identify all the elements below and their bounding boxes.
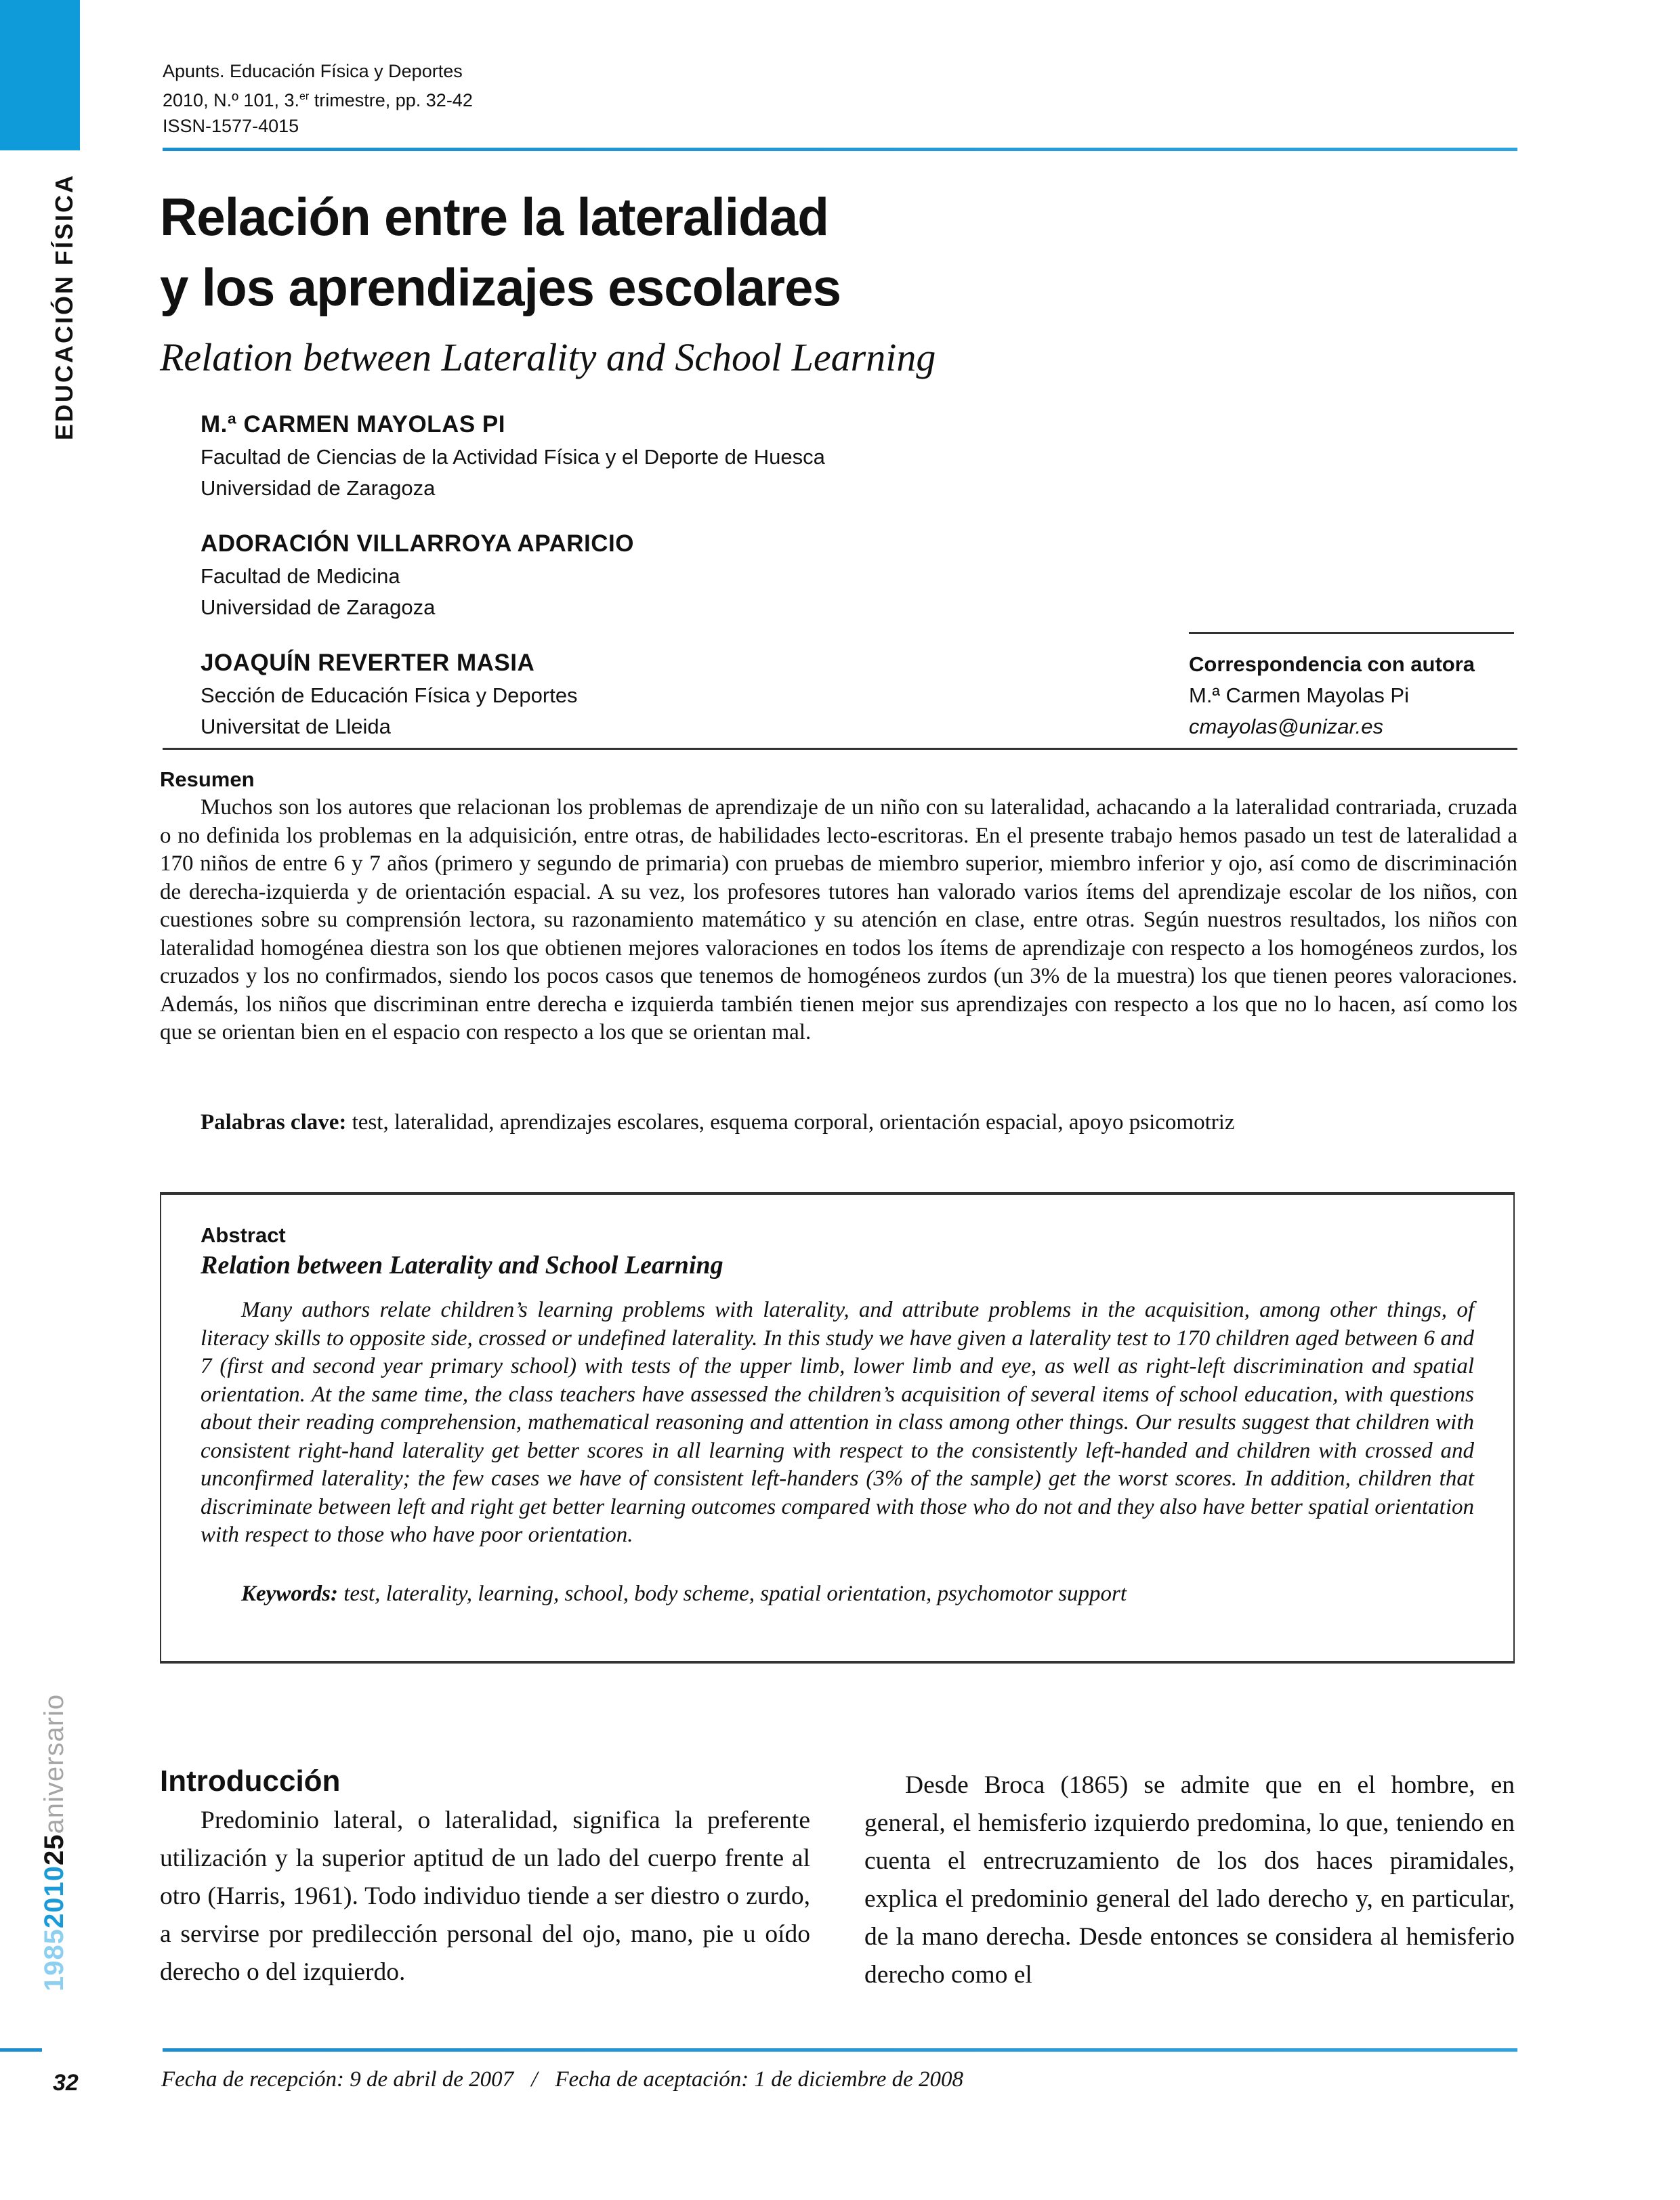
journal-issn: ISSN-1577-4015 bbox=[163, 116, 299, 136]
author-list bbox=[201, 408, 1081, 765]
resumen-section bbox=[160, 765, 1517, 1047]
resumen-divider bbox=[163, 748, 1517, 750]
author-block bbox=[201, 646, 1081, 742]
correspondence-email-link[interactable]: cmayolas@unizar.es bbox=[1189, 715, 1384, 738]
correspondence-box bbox=[1189, 632, 1514, 742]
abstract-heading: Abstract bbox=[201, 1223, 286, 1247]
resumen-text: Muchos son los autores que relacionan los problemas de aprendizaje de un niño con su lateralidad, achacando a la lateralidad contrariada, cruzada o no definida los problemas en la adquisición, entre otras, de habilidades lecto-escritoras. En el presente trabajo hemos pasado un test de lateralidad a 170 niños de entre 6 y 7 años (primero y segundo de primaria) con pruebas de miembro superior, miembro inferior y ojo, así como de discriminación de derecha-izquierda y de orientación espacial. A su vez, los profesores tutores han valorado varios ítems del aprendizaje escolar de los niños, con cuestiones sobre su comprensión lectora, su razonamiento matemático y su atención en clase, entre otras. Según nuestros resultados, los niños con lateralidad homogénea diestra son los que obtienen mejores valoraciones en todos los ítems de aprendizaje con respecto a los homogéneos zurdos, los cruzados y los no confirmados, siendo los pocos casos que tenemos de homogéneos zurdos (un 3% de la muestra) los que tienen peores valoraciones. Además, los niños que discriminan entre derecha e izquierda también tienen mejor sus aprendizajes con respecto a los que no lo hacen, así como los que se orientan bien en el espacio con respecto a los que se orientan mal. bbox=[160, 795, 1517, 1044]
author-institution: Universitat de Lleida bbox=[201, 715, 391, 738]
author-block bbox=[201, 527, 1081, 623]
author-name: JOAQUÍN REVERTER MASIA bbox=[201, 650, 535, 676]
journal-header bbox=[163, 58, 473, 139]
introduction-column-left bbox=[160, 1761, 810, 1991]
article-subtitle: Relation between Laterality and School Learning bbox=[160, 335, 936, 379]
abstract-keywords bbox=[201, 1580, 1474, 1608]
correspondence-name: M.ª Carmen Mayolas Pi bbox=[1189, 683, 1410, 707]
received-date: Fecha de recepción: 9 de abril de 2007 bbox=[161, 2067, 514, 2092]
abstract-subtitle: Relation between Laterality and School Learning bbox=[201, 1251, 723, 1279]
article-title: Relación entre la lateralidad y los aprendizajes escolares bbox=[160, 187, 841, 317]
author-institution: Universidad de Zaragoza bbox=[201, 476, 436, 500]
introduction-column-right bbox=[864, 1767, 1515, 1994]
correspondence-title: Correspondencia con autora bbox=[1189, 652, 1475, 676]
introduction-text-col2: Desde Broca (1865) se admite que en el hombre, en general, el hemisferio izquierdo predomina, lo que, teniendo en cuenta el entrecruzamiento de los dos haces piramidales, explica el predominio general del lado derecho y, en particular, de la mano derecha. Desde entonces se considera al hemisferio derecho como el bbox=[864, 1771, 1515, 1989]
accepted-date: Fecha de aceptación: 1 de diciembre de 2008 bbox=[555, 2067, 963, 2092]
footer-divider-left bbox=[0, 2048, 42, 2052]
palabras-clave-list: test, lateralidad, aprendizajes escolares, esquema corporal, orientación espacial, apoyo psicomotriz bbox=[346, 1110, 1235, 1135]
introduction-text-col1: Predominio lateral, o lateralidad, significa la preferente utilización y la superior aptitud de un lado del cuerpo frente al otro (Harris, 1961). Todo individuo tiende a ser diestro o zurdo, a servirse por predilección personal del ojo, mano, pie u oído derecho o del izquierdo. bbox=[160, 1806, 810, 1986]
section-label-vertical: EDUCACIÓN FÍSICA bbox=[50, 173, 78, 440]
footer-dates: Fecha de recepción: 9 de abril de 2007 / Fecha de aceptación: 1 de diciembre de 2008 bbox=[161, 2067, 963, 2092]
author-affiliation: Facultad de Medicina bbox=[201, 564, 400, 588]
keywords-list: test, laterality, learning, school, body scheme, spatial orientation, psychomotor support bbox=[338, 1581, 1127, 1606]
corner-accent-bar bbox=[0, 0, 80, 150]
author-name: ADORACIÓN VILLARROYA APARICIO bbox=[201, 530, 634, 557]
resumen-heading: Resumen bbox=[160, 767, 255, 791]
abstract-box bbox=[160, 1192, 1515, 1664]
keywords-label: Keywords: bbox=[241, 1581, 338, 1606]
author-institution: Universidad de Zaragoza bbox=[201, 595, 436, 619]
author-block bbox=[201, 408, 1081, 504]
author-affiliation: Sección de Educación Física y Deportes bbox=[201, 683, 578, 707]
journal-issue: 2010, N.º 101, 3.$^{er}$ trimestre, pp. 32-42 bbox=[163, 90, 473, 110]
abstract-text: Many authors relate children’s learning problems with laterality, and attribute problems in the acquisition, among other things, of literacy skills to opposite side, crossed or undefined laterality. In this study we have given a laterality test to 170 children aged between 6 and 7 (first and second year primary school) with tests of the upper limb, lower limb and eye, as well as right-left discrimination and spatial orientation. At the same time, the class teachers have assessed the children’s acquisition of several items of school education, with questions about their reading comprehension, mathematical reasoning and attention in class among other things. Our results suggest that children with consistent right-hand laterality get better scores in all learning with respect to the consistently left-handed and children with crossed and unconfirmed laterality; the few cases we have of consistent left-handers (3% of the sample) get the worst scores. In addition, children that discriminate between left and right get better learning outcomes compared with those who do not and they also have better spatial orientation with respect to those who have poor orientation. bbox=[201, 1298, 1474, 1547]
introduction-heading: Introducción bbox=[160, 1764, 341, 1798]
author-affiliation: Facultad de Ciencias de la Actividad Física y el Deporte de Huesca bbox=[201, 445, 825, 469]
anniversary-badge-vertical: 1985201025aniversario bbox=[39, 1693, 69, 1991]
journal-name: Apunts. Educación Física y Deportes bbox=[163, 61, 463, 81]
palabras-clave bbox=[201, 1108, 1235, 1137]
author-name: M.ª CARMEN MAYOLAS PI bbox=[201, 411, 505, 438]
page-number: 32 bbox=[53, 2070, 79, 2096]
palabras-clave-label: Palabras clave: bbox=[201, 1110, 347, 1135]
header-divider bbox=[163, 148, 1517, 151]
footer-divider bbox=[163, 2048, 1517, 2052]
